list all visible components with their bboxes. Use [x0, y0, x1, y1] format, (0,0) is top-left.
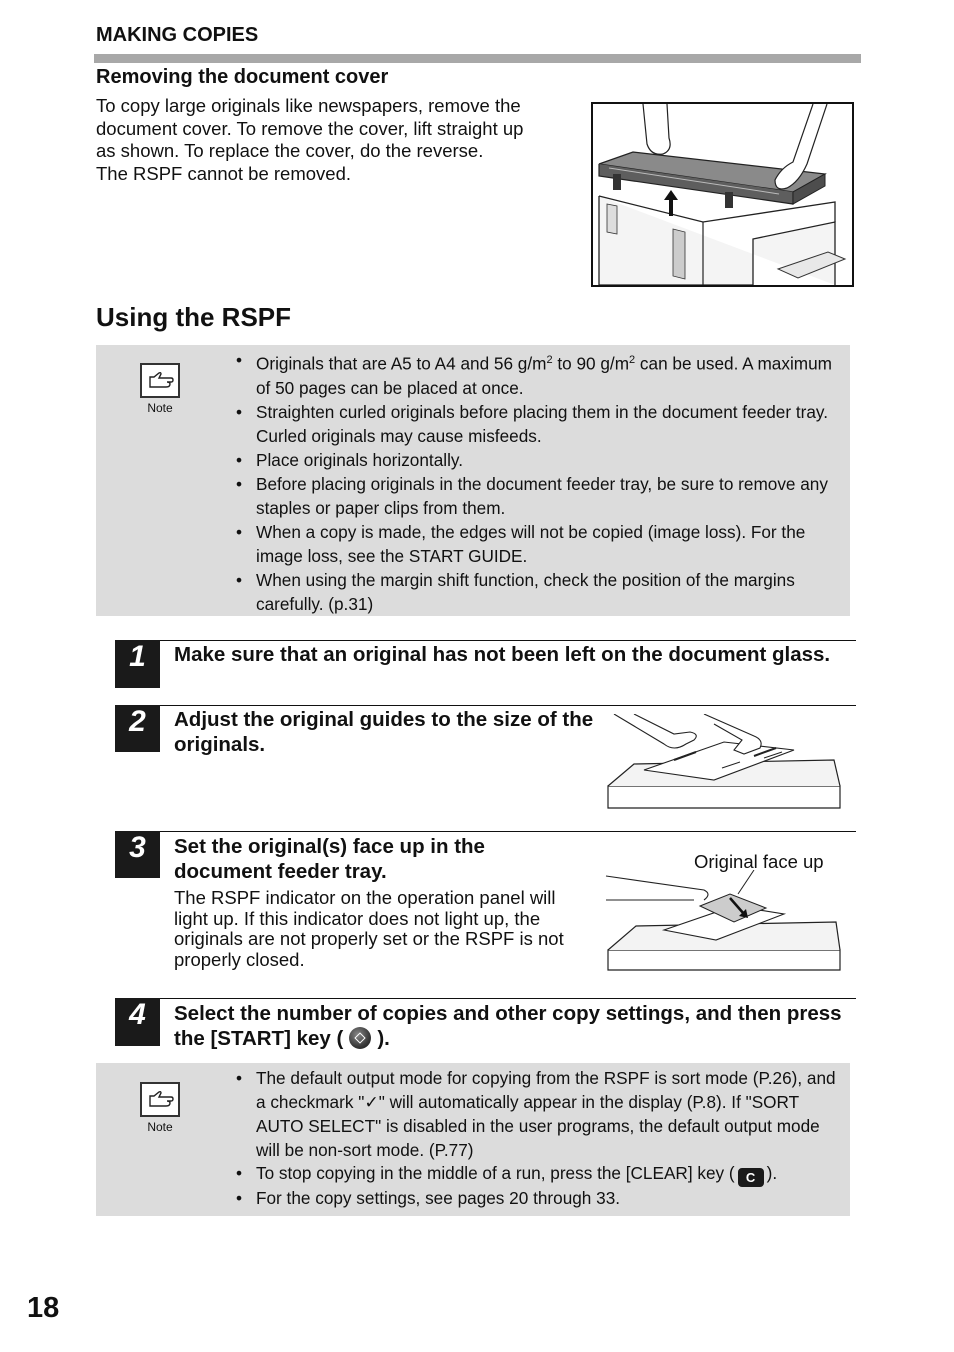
- clear-key-icon: C: [738, 1168, 764, 1187]
- feeder-guides-drawing: [604, 714, 844, 810]
- step-rule: [115, 705, 856, 706]
- final-note-list: [234, 1067, 846, 1211]
- start-key-icon: [349, 1027, 371, 1049]
- note-text: to 90 g/m: [552, 353, 630, 374]
- face-up-illustration: [604, 870, 844, 972]
- cover-line: To copy large originals like newspapers, remove the: [96, 95, 521, 116]
- original-guides-illustration: [604, 714, 844, 810]
- cover-heading: Removing the document cover: [96, 66, 389, 88]
- step-title-text: Select the number of copies and other copy settings, and then press the [START] key (: [174, 1002, 842, 1050]
- rspf-note-list: [234, 348, 846, 616]
- rspf-heading: Using the RSPF: [96, 302, 292, 332]
- step-title: Adjust the original guides to the size of the originals.: [174, 708, 594, 756]
- rspf-note-box: [96, 345, 850, 616]
- page-number: 18: [27, 1292, 60, 1324]
- note-text: " will automatically appear in the display (P.8). If "SORT AUTO SELECT" is disabled in the user programs, the default output mode will be non-sort mode. (P.77): [256, 1091, 820, 1160]
- note-item: [234, 1067, 846, 1162]
- feeder-tray-drawing: [604, 870, 844, 972]
- note-text: The default output mode for copying from the RSPF is sort mode (P.26), and a checkmark ": [256, 1068, 836, 1112]
- note-item: • Before placing originals in the document feeder tray, be sure to remove any staples or paper clips from them.: [234, 472, 846, 520]
- cover-removal-illustration: [591, 102, 854, 287]
- step-title: [174, 1001, 854, 1051]
- superscript: 2: [629, 354, 636, 366]
- step-number: 3: [115, 831, 160, 878]
- note-item: • When using the margin shift function, check the position of the margins carefully. (p.31): [234, 568, 846, 616]
- note-item: • When a copy is made, the edges will not be copied (image loss). For the image loss, see the START GUIDE.: [234, 520, 846, 568]
- step-rule: [115, 640, 856, 641]
- step-title-text: ).: [377, 1027, 390, 1050]
- superscript: 2: [546, 354, 553, 366]
- note-label: Note: [147, 1120, 173, 1134]
- note-text: ).: [766, 1163, 778, 1183]
- note-item: [234, 1162, 846, 1187]
- step-number: 1: [115, 640, 160, 688]
- note-text: To stop copying in the middle of a run, press the [CLEAR] key (: [256, 1163, 735, 1183]
- step-number: 2: [115, 705, 160, 752]
- note-item: • Straighten curled originals before placing them in the document feeder tray. Curled originals may cause misfeeds.: [234, 400, 846, 448]
- illustration-caption: Original face up: [694, 851, 824, 872]
- step-title: Set the original(s) face up in the document feeder tray.: [174, 835, 485, 883]
- checkmark-icon: ✓: [364, 1092, 379, 1113]
- cover-line: The RSPF cannot be removed.: [96, 162, 352, 184]
- copier-cover-drawing: [593, 104, 852, 285]
- note-label: Note: [147, 401, 173, 415]
- header-rule: [94, 54, 861, 63]
- note-item: • For the copy settings, see pages 20 through 33.: [234, 1187, 846, 1211]
- note-item: [234, 348, 846, 400]
- step-rule: [115, 998, 856, 999]
- cover-line: document cover. To remove the cover, lift straight up: [96, 117, 524, 139]
- note-item: • Place originals horizontally.: [234, 448, 846, 472]
- step-number: 4: [115, 998, 160, 1046]
- step-rule: [115, 831, 856, 832]
- step-body: The RSPF indicator on the operation panel will light up. If this indicator does not light up, the originals are not properly set or the RSPF is not properly closed.: [174, 887, 564, 970]
- cover-paragraph: [96, 95, 586, 185]
- pointing-hand-icon: [140, 363, 180, 398]
- cover-line: as shown. To replace the cover, do the reverse.: [96, 140, 484, 161]
- pointing-hand-icon: [140, 1082, 180, 1117]
- note-text: can be used. A maximum of 50 pages can be placed at once.: [256, 353, 832, 398]
- section-label: MAKING COPIES: [96, 24, 259, 46]
- step-title: Make sure that an original has not been left on the document glass.: [174, 643, 831, 666]
- note-text: Originals that are A5 to A4 and 56 g/m: [256, 353, 547, 374]
- final-note-box: [96, 1063, 850, 1216]
